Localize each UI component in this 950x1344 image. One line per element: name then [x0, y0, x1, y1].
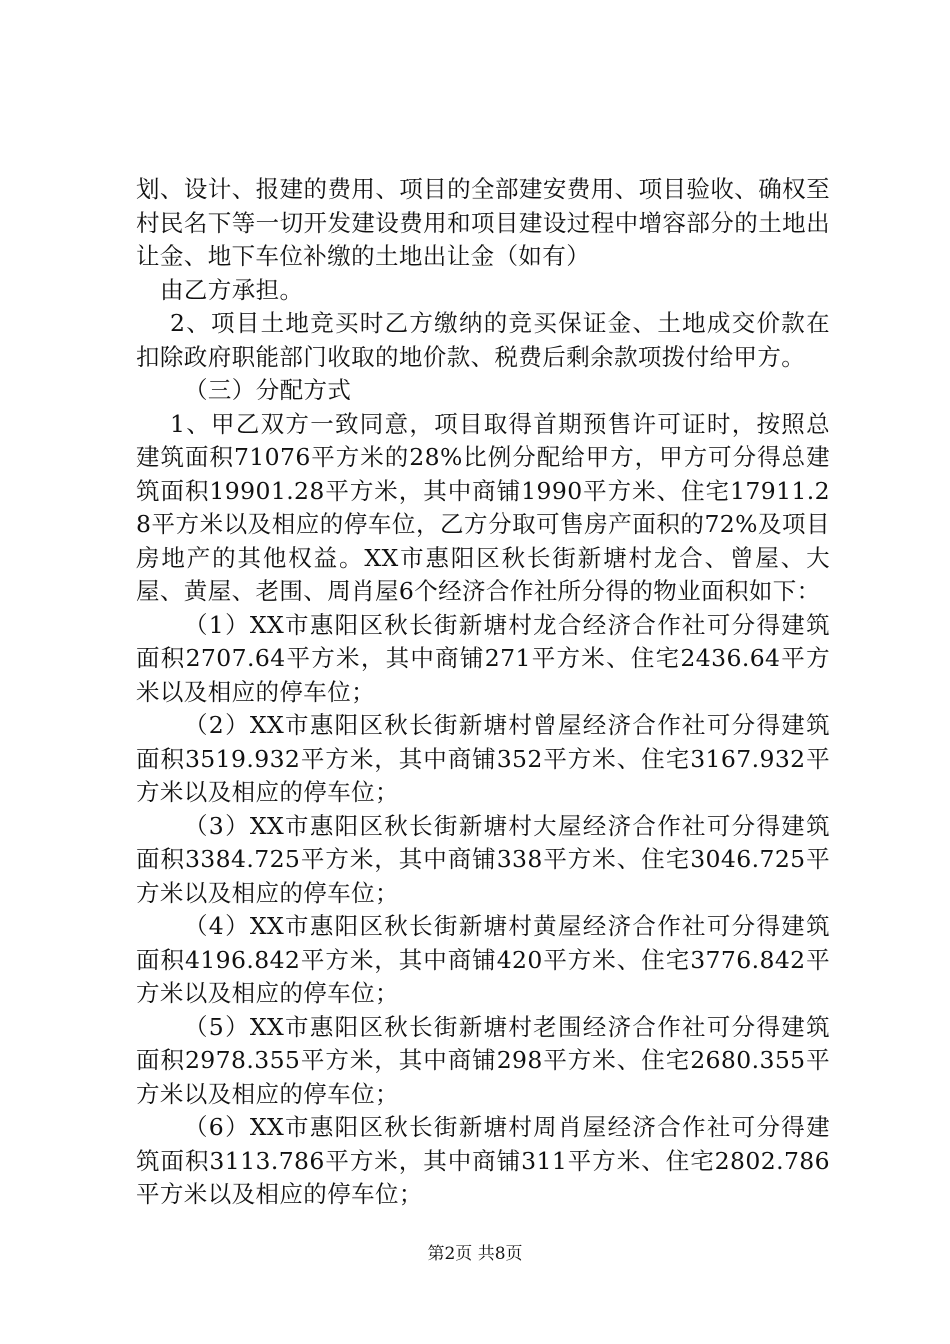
- page-number-footer: 第2页 共8页: [427, 1244, 523, 1264]
- paragraph-cost-list: 划、设计、报建的费用、项目的全部建安费用、项目验收、确权至村民名下等一切开发建设费用和项目建设过程中增容部分的土地出让金、地下车位补缴的土地出让金（如有）: [136, 175, 830, 270]
- paragraph-coop-huangwu: （4）XX市惠阳区秋长街新塘村黄屋经济合作社可分得建筑面积4196.842平方米，其中商铺420平方米、住宅3776.842平方米以及相应的停车位；: [136, 912, 830, 1007]
- document-body: [136, 173, 830, 1212]
- paragraph-item-2-deposit: 2、项目土地竞买时乙方缴纳的竞买保证金、土地成交价款在扣除政府职能部门收取的地价款、税费后剩余款项拨付给甲方。: [136, 309, 830, 371]
- paragraph-coop-longhe: （1）XX市惠阳区秋长街新塘村龙合经济合作社可分得建筑面积2707.64平方米，其中商铺271平方米、住宅2436.64平方米以及相应的停车位；: [136, 610, 830, 706]
- paragraph-coop-zengwu: （2）XX市惠阳区秋长街新塘村曾屋经济合作社可分得建筑面积3519.932平方米，其中商铺352平方米、住宅3167.932平方米以及相应的停车位；: [136, 711, 830, 806]
- paragraph-coop-dawu: （3）XX市惠阳区秋长街新塘村大屋经济合作社可分得建筑面积3384.725平方米，其中商铺338平方米、住宅3046.725平方米以及相应的停车位；: [136, 811, 830, 907]
- paragraph-coop-zhouxiaowu: （6）XX市惠阳区秋长街新塘村周肖屋经济合作社可分得建筑面积3113.786平方米，其中商铺311平方米、住宅2802.786平方米以及相应的停车位；: [136, 1113, 830, 1208]
- section-heading-distribution: （三）分配方式: [184, 376, 352, 404]
- paragraph-item-1-distribution: 1、甲乙双方一致同意，项目取得首期预售许可证时，按照总建筑面积71076平方米的28%比例分配给甲方，甲方可分得总建筑面积19901.28平方米，其中商铺1990平方米、住宅17911.28平方米以及相应的停车位，乙方分取可售房产面积的72%及项目房地产的其他权益。XX市惠阳区秋长街新塘村龙合、曾屋、大屋、黄屋、老围、周肖屋6个经济合作社所分得的物业面积如下：: [136, 409, 830, 605]
- paragraph-borne-by-party-b: 由乙方承担。: [160, 275, 304, 304]
- paragraph-coop-laowei: （5）XX市惠阳区秋长街新塘村老围经济合作社可分得建筑面积2978.355平方米，其中商铺298平方米、住宅2680.355平方米以及相应的停车位；: [136, 1012, 830, 1108]
